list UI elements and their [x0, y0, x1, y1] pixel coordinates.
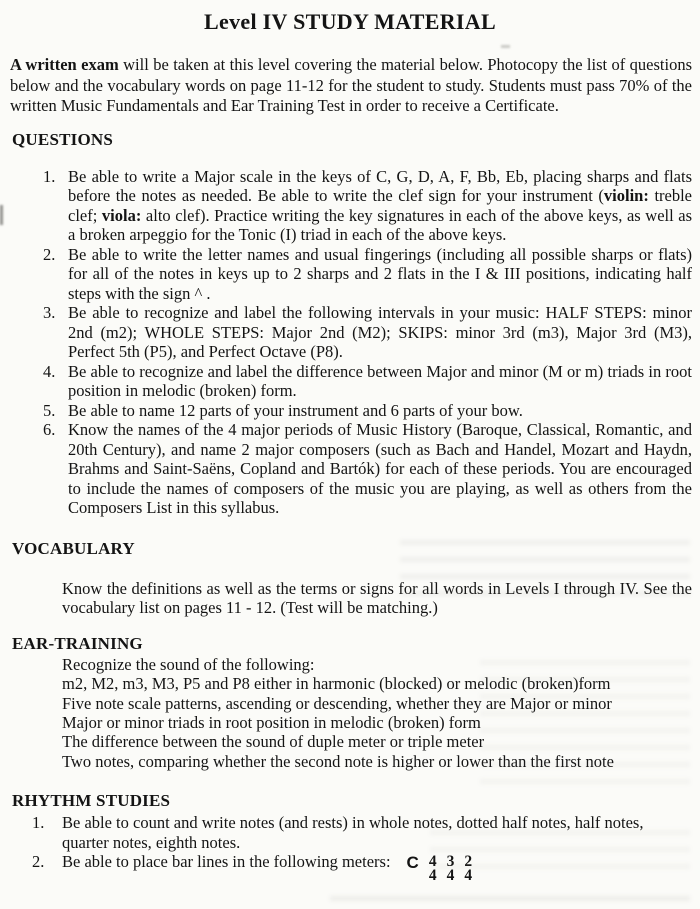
ear-training-line: Five note scale patterns, ascending or descending, whether they are Major or minor	[62, 693, 612, 713]
time-signature-numerator: 2	[464, 853, 473, 871]
time-signature-2-4	[464, 855, 472, 882]
rhythm-item-2	[12, 852, 692, 884]
time-signature-denominator: 4	[428, 866, 437, 884]
time-signature-numerator: 4	[428, 853, 437, 871]
ear-training-line: Two notes, comparing whether the second note is higher or lower than the first note	[62, 751, 614, 771]
common-time-symbol: C	[406, 853, 419, 873]
question-number: 4.	[43, 361, 56, 381]
meter-signatures	[406, 852, 473, 884]
question-item-3	[12, 303, 692, 362]
question-text: Be able to name 12 parts of your instrument and 6 parts of your bow.	[68, 400, 523, 420]
rhythm-item-text: Be able to count and write notes (and rests) in whole notes, dotted half notes, half notes, quarter notes, eighth notes.	[62, 813, 644, 852]
question-number: 1.	[43, 166, 56, 186]
ear-training-line: Major or minor triads in root position in melodic (broken) form	[62, 712, 481, 732]
ear-training-line: m2, M2, m3, M3, P5 and P8 either in harmonic (blocked) or melodic (broken)form	[62, 674, 611, 694]
question-number: 2.	[43, 244, 56, 264]
rhythm-item-text: Be able to place bar lines in the following meters:	[62, 852, 391, 872]
question-text: Be able to recognize and label the following intervals in your music: HALF STEPS: minor 2nd (m2); WHOLE STEPS: Major 2nd (M2); SKIPS: minor 3rd (m3), Major 3rd (M3), Perfect 5th (P5), and Perfect Octave (P8).	[68, 303, 692, 361]
viola-bold-label: viola:	[101, 205, 142, 225]
question-number: 5.	[43, 400, 56, 420]
time-signature-4-4	[429, 855, 437, 882]
section-heading-ear-training: EAR-TRAINING	[12, 633, 143, 653]
question-text: alto clef). Practice writing the key signatures in each of the above keys, as well as a broken arpeggio for the Tonic (I) triad in each of the above keys.	[68, 205, 693, 244]
question-text: Be able to recognize and label the difference between Major and minor (M or m) triads in root position in melodic (broken) form.	[68, 361, 692, 400]
question-number: 3.	[43, 303, 56, 322]
time-signature-numerator: 3	[446, 853, 455, 871]
rhythm-item-number: 2.	[32, 852, 45, 872]
question-text: Be able to write a Major scale in the keys of C, G, D, A, F, Bb, Eb, placing sharps and flats before the notes as needed. Be able to write the clef sign for your instrument (	[68, 166, 692, 205]
time-signature-denominator: 4	[464, 866, 473, 884]
rhythm-item-number: 1.	[32, 813, 45, 833]
time-signature-3-4	[447, 855, 455, 882]
ear-training-line: Recognize the sound of the following:	[62, 654, 315, 674]
violin-bold-label: violin:	[603, 186, 649, 205]
time-signature-denominator: 4	[446, 866, 455, 884]
question-item-1	[12, 167, 692, 245]
scan-speck-artifact	[501, 45, 510, 48]
section-heading-rhythm-studies: RHYTHM STUDIES	[12, 791, 171, 811]
question-item-4	[12, 362, 692, 401]
section-heading-questions: QUESTIONS	[12, 129, 114, 149]
rhythm-item-1	[12, 813, 692, 852]
scan-edge-artifact	[0, 205, 3, 225]
ear-training-list	[62, 655, 692, 771]
intro-body-text: will be taken at this level covering the material below. Photocopy the list of questions below and the vocabulary words on page 11-12 for the student to study. Students must pass 70% of the written Music Fundamentals and Ear Training Test in order to receive a Certificate.	[10, 55, 693, 115]
bleed-through-artifact	[330, 884, 690, 906]
ear-training-line: The difference between the sound of duple meter or triple meter	[62, 732, 485, 752]
page-title: Level IV STUDY MATERIAL	[204, 9, 496, 34]
questions-list	[12, 167, 692, 518]
question-text: treble clef;	[68, 186, 693, 225]
question-text: Be able to write the letter names and usual fingerings (including all possible sharps or flats) for all of the notes in keys up to 2 sharps and 2 flats in the I & III positions, indicating half steps with the sign ^ .	[68, 244, 692, 303]
question-item-2	[12, 245, 692, 304]
section-heading-vocabulary: VOCABULARY	[12, 538, 135, 558]
intro-bold-lead: A written exam	[10, 55, 119, 74]
question-item-6	[12, 420, 692, 518]
intro-paragraph	[10, 55, 692, 117]
question-item-5	[12, 401, 692, 421]
question-number: 6.	[43, 420, 56, 439]
question-text: Know the names of the 4 major periods of Music History (Baroque, Classical, Romantic, and 20th Century), and name 2 major composers (such as Bach and Handel, Mozart and Haydn, Brahms and Saint-Saëns, Copland and Bartók) for each of these periods. You are encouraged to include the names of composers of the music you are playing, as well as others from the Composers List in this syllabus.	[68, 420, 692, 517]
rhythm-studies-list	[12, 813, 692, 884]
vocabulary-paragraph: Know the definitions as well as the terms or signs for all words in Levels I through IV. See the vocabulary list on pages 11 - 12. (Test will be matching.)	[62, 578, 692, 618]
